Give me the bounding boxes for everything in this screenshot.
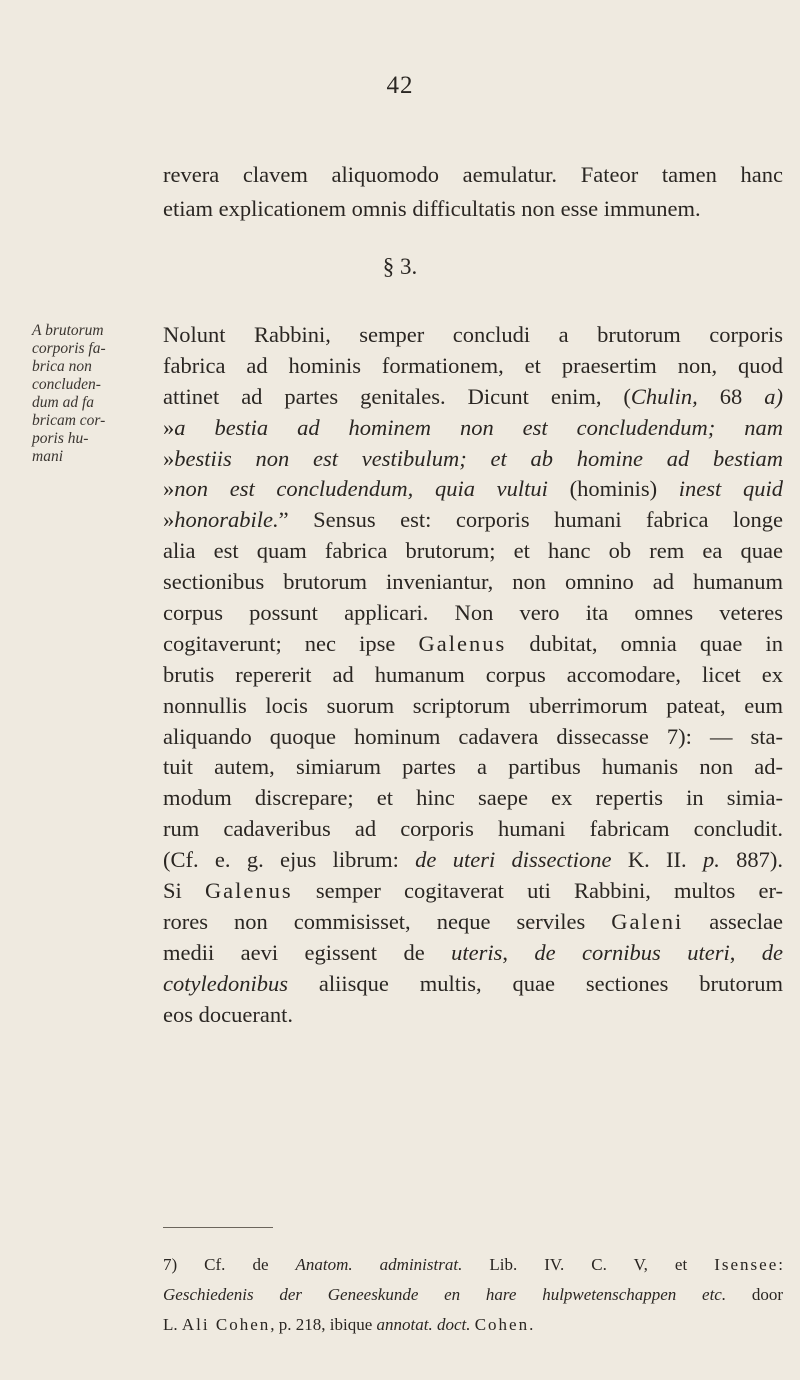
margin-note-line: mani — [32, 448, 63, 465]
citation-text: a) — [764, 383, 783, 409]
quote-mark: » — [163, 414, 175, 440]
paragraph-line — [163, 505, 783, 536]
paragraph-line — [163, 474, 783, 505]
text-run: ” Sensus est: corporis humani fabrica longe — [278, 507, 783, 533]
author-name: Galenus — [418, 630, 507, 656]
book-title: Anatom. administrat. — [295, 1255, 463, 1274]
text-run: K. II. — [611, 847, 703, 873]
margin-note-line: corporis fa- — [32, 340, 106, 357]
paragraph-line: aliquando quoque hominum cadavera dissecasse 7): — sta- — [163, 723, 783, 749]
text-run: rores non commisisset, neque serviles — [163, 908, 612, 934]
quoted-text: inest quid — [678, 476, 783, 502]
margin-note-line: bricam cor- — [32, 412, 106, 429]
term-text: de — [761, 939, 784, 965]
text-run: asseclae — [683, 908, 783, 934]
paragraph-line: corpus possunt applicari. Non vero ita omnes veteres — [163, 600, 783, 626]
page-number: 42 — [386, 72, 414, 99]
quoted-text: honorabile. — [174, 507, 279, 533]
paragraph-line — [163, 629, 783, 660]
margin-note — [32, 322, 150, 466]
text-run: (hominis) — [547, 476, 679, 502]
author-name: Ali Cohen — [181, 1315, 271, 1334]
author-name: Isensee — [714, 1255, 779, 1274]
paragraph-line: Nolunt Rabbini, semper concludi a brutorum corporis — [163, 322, 783, 347]
term-text: de cornibus uteri — [534, 939, 730, 965]
text-run: aliisque multis, quae sectiones brutorum — [287, 970, 783, 996]
citation-text: Chulin, — [630, 383, 698, 409]
margin-note-line: brica non — [32, 358, 92, 375]
page-abbrev: p. — [702, 847, 720, 873]
paragraph-line — [163, 969, 783, 1000]
book-title: de uteri dissectione — [415, 847, 612, 873]
main-paragraph — [163, 320, 783, 1030]
paragraph-line — [163, 413, 783, 444]
quoted-text: bestiis non est vestibulum; et ab homine ad bestiam — [174, 445, 783, 471]
text-run: L. — [163, 1315, 182, 1334]
paragraph-line: brutis repererit ad humanum corpus accomodare, licet ex — [163, 661, 783, 687]
text-run: door — [726, 1285, 783, 1304]
paragraph-line: rum cadaveribus ad corporis humani fabricam concludit. — [163, 816, 783, 842]
intro-line-2: etiam explicationem omnis difficultatis non esse immunem. — [163, 196, 701, 221]
term-text: uteris — [451, 939, 503, 965]
text-run: : — [778, 1255, 783, 1274]
paragraph-line: nonnullis locis suorum scriptorum uberrimorum pateat, eum — [163, 692, 783, 718]
quote-mark: » — [163, 476, 175, 502]
author-name: Cohen — [474, 1315, 530, 1334]
footnote — [163, 1250, 783, 1340]
paragraph-line — [163, 876, 783, 907]
text-run: , p. 218, ibique — [270, 1315, 377, 1334]
text-run: , — [729, 939, 762, 965]
intro-line-1: revera clavem aliquomodo aemulatur. Fateor tamen hanc — [163, 162, 783, 187]
footnote-line — [163, 1250, 783, 1280]
text-run: 7) Cf. de — [163, 1255, 296, 1274]
footnote-divider — [163, 1227, 273, 1228]
text-run: (Cf. e. g. ejus librum: — [163, 847, 416, 873]
paragraph-line: fabrica ad hominis formationem, et praesertim non, quod — [163, 352, 783, 378]
text-run: cogitaverunt; nec ipse — [163, 630, 419, 656]
author-name: Galeni — [611, 908, 684, 934]
annotation-abbrev: annotat. doct. — [376, 1315, 471, 1334]
quoted-text: non est concludendum, quia vultui — [174, 476, 548, 502]
text-run: dubitat, omnia quae in — [506, 630, 783, 656]
text-run: . — [529, 1315, 534, 1334]
paragraph-line: sectionibus brutorum inveniantur, non omnino ad humanum — [163, 569, 783, 595]
book-title: Geschiedenis der Geneeskunde en hare hulpwetenschappen etc. — [163, 1285, 727, 1304]
paragraph-line — [163, 444, 783, 475]
paragraph-line — [163, 938, 783, 969]
margin-note-line: poris hu- — [32, 430, 89, 447]
paragraph-line: alia est quam fabrica brutorum; et hanc ob rem ea quae — [163, 538, 783, 564]
quote-mark: » — [163, 445, 175, 471]
quoted-text: a bestia ad hominem non est concludendum; nam — [174, 414, 783, 440]
text-run: semper cogitaverat uti Rabbini, multos er- — [292, 878, 783, 904]
paragraph-line — [163, 907, 783, 938]
text-run: attinet ad partes genitales. Dicunt enim, ( — [163, 383, 631, 409]
paragraph-line: modum discrepare; et hinc saepe ex repertis in simia- — [163, 785, 783, 811]
text-run: 887). — [719, 847, 783, 873]
paragraph-line: tuit autem, simiarum partes a partibus humanis non ad- — [163, 754, 783, 780]
term-text: cotyledonibus — [163, 970, 288, 996]
paragraph-line — [163, 845, 783, 876]
section-heading: § 3. — [382, 254, 418, 279]
quote-mark: » — [163, 507, 175, 533]
text-run: Si — [163, 878, 205, 904]
paragraph-line — [163, 382, 783, 413]
margin-note-line: A brutorum — [32, 322, 104, 339]
footnote-line — [163, 1310, 783, 1340]
author-name: Galenus — [204, 878, 293, 904]
text-run: 68 — [697, 383, 765, 409]
footnote-line — [163, 1280, 783, 1310]
text-run: medii aevi egissent de — [163, 939, 452, 965]
text-run: Lib. IV. C. V, et — [462, 1255, 715, 1274]
paragraph-line: eos docuerant. — [163, 1001, 293, 1027]
margin-note-line: concluden- — [32, 376, 101, 393]
text-run: , — [502, 939, 535, 965]
margin-note-line: dum ad fa — [32, 394, 94, 411]
